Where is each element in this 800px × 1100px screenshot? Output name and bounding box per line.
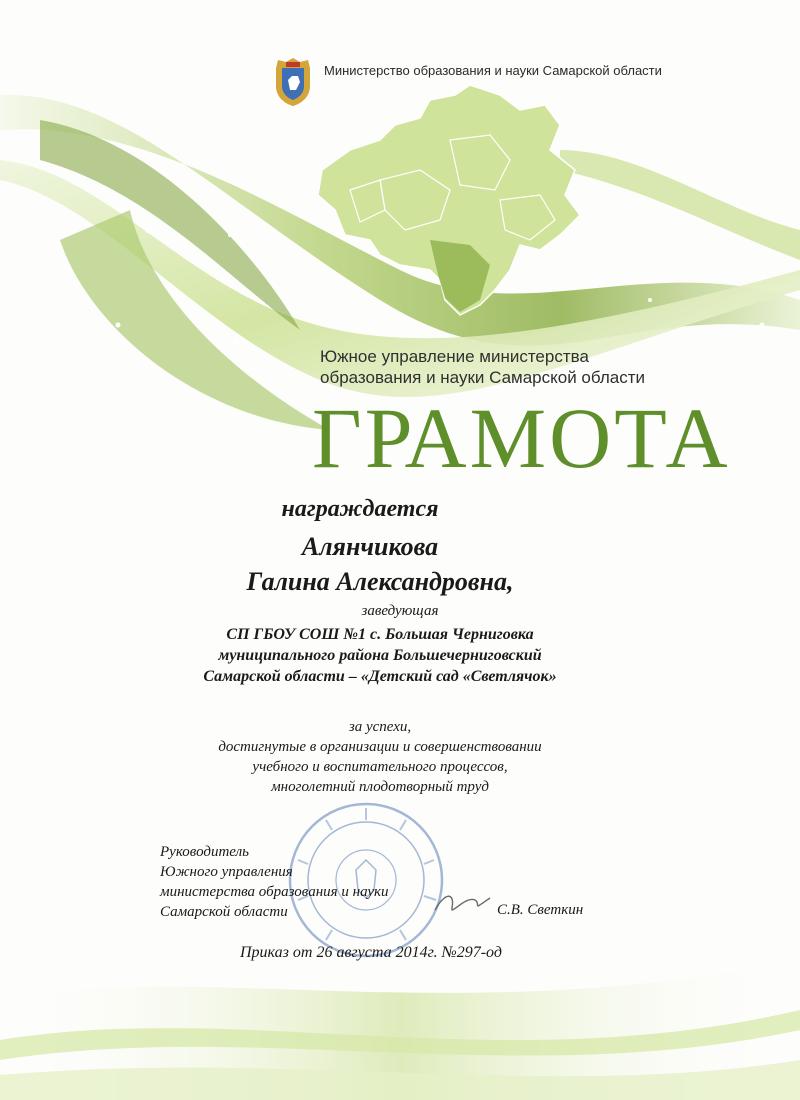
signatory-title xyxy=(160,842,389,922)
certificate-title: ГРАМОТА xyxy=(312,390,731,486)
recipient-position: заведующая xyxy=(361,603,439,619)
signatory-title-line: Самарской области xyxy=(160,904,288,920)
coat-of-arms-icon xyxy=(270,56,316,108)
reason-line: достигнутые в организации и совершенствовании xyxy=(218,739,542,755)
ribbon-shape xyxy=(560,150,800,260)
issuer-line: образования и науки Самарской области xyxy=(320,368,646,387)
reason-line: многолетний плодотворный труд xyxy=(271,779,489,795)
signatory-title-line: Южного управления xyxy=(160,864,293,880)
organization-line: Самарской области – «Детский сад «Светлячок» xyxy=(203,668,557,685)
reason-line: учебного и воспитательного процессов, xyxy=(252,759,508,775)
issuer-name xyxy=(320,346,680,388)
reason-line: за успехи, xyxy=(348,719,412,735)
recipient-organization xyxy=(0,624,780,687)
signatory-name: С.В. Светкин xyxy=(497,902,584,918)
awarded-label: награждается xyxy=(281,496,439,522)
signature-icon xyxy=(430,882,500,922)
organization-line: муниципального района Большечерниговский xyxy=(218,647,542,664)
ministry-name: Министерство образования и науки Самарской области xyxy=(324,63,662,78)
organization-line: СП ГБОУ СОШ №1 с. Большая Черниговка xyxy=(226,626,534,643)
award-reason xyxy=(0,717,780,797)
recipient-given-names: Галина Александровна, xyxy=(246,567,514,596)
signatory-title-line: министерства образования и науки xyxy=(160,884,389,900)
signatory-title-line: Руководитель xyxy=(160,844,249,860)
order-reference: Приказ от 26 августа 2014г. №297-од xyxy=(240,944,502,961)
recipient-surname: Алянчикова xyxy=(301,532,439,561)
issuer-line: Южное управление министерства xyxy=(320,347,589,366)
